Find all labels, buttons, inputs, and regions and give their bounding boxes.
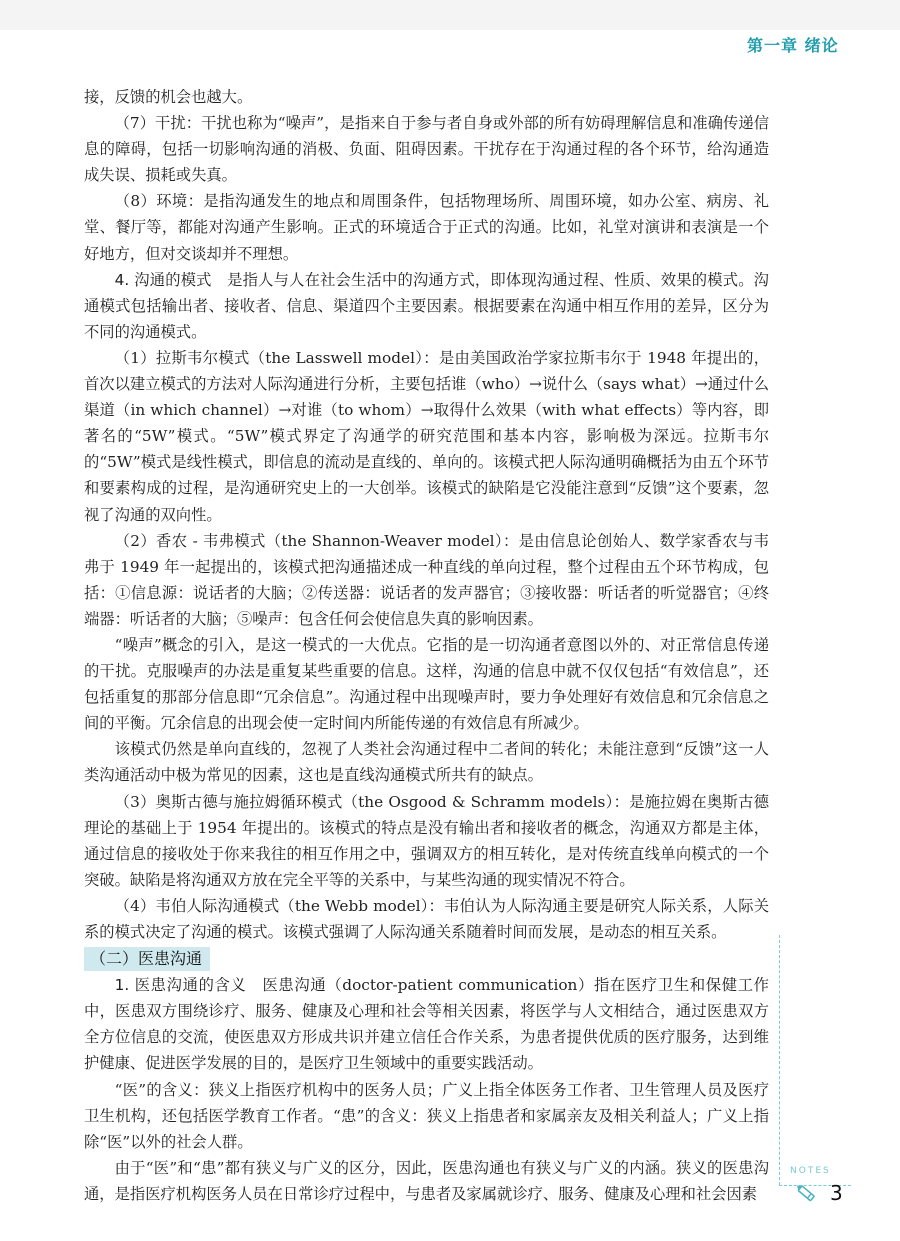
paragraph: 由于“医”和“患”都有狭义与广义的区分，因此，医患沟通也有狭义与广义的内涵。狭义的医患沟通，是指医疗机构医务人员在日常诊疗过程中，与患者及家属就诊疗、服务、健康及心理和社会因素 [84,1158,769,1203]
page-number: 3 [830,1181,843,1205]
paragraph-modes [84,267,769,345]
paragraph: “医”的含义：狭义上指医疗机构中的医务人员；广义上指全体医务工作者、卫生管理人员及医疗卫生机构，还包括医学教育工作者。“患”的含义：狭义上指患者和家属亲友及相关利益人；广义上指除“医”以外的社会人群。 [84,1080,769,1151]
meaning-text: 医患沟通（doctor-patient communication）指在医疗卫生和保健工作中，医患双方围绕诊疗、服务、健康及心理和社会等相关因素，将医学与人文相结合，通过医患双方全方位信息的交流，使医患双方形成共识并建立信任合作关系，为患者提供优质的医疗服务，达到维护健康、促进医学发展的目的，是医疗卫生领域中的重要实践活动。 [84,976,769,1073]
section-heading [84,946,769,972]
paragraph: （8）环境：是指沟通发生的地点和周围条件，包括物理场所、周围环境，如办公室、病房、礼堂、餐厅等，都能对沟通产生影响。正式的环境适合于正式的沟通。比如，礼堂对演讲和表演是一个好地方，但对交谈却并不理想。 [84,192,769,263]
paragraph: （7）干扰：干扰也称为“噪声”，是指来自于参与者自身或外部的所有妨碍理解信息和准确传递信息的障碍，包括一切影响沟通的消极、负面、阻碍因素。干扰存在于沟通过程的各个环节，给沟通造成失误、损耗或失真。 [84,114,769,185]
paragraph: （4）韦伯人际沟通模式（the Webb model）：韦伯认为人际沟通主要是研究人际关系，人际关系的模式决定了沟通的模式。该模式强调了人际沟通关系随着时间而发展，是动态的相互关系。 [84,896,769,941]
pencil-icon [794,1182,820,1206]
subheading-modes: 4. 沟通的模式 [114,270,212,289]
header-bar [0,0,900,30]
paragraph: （1）拉斯韦尔模式（the Lasswell model）：是由美国政治学家拉斯韦尔于 1948 年提出的，首次以建立模式的方法对人际沟通进行分析，主要包括谁（who）→说什么（says what）→通过什么渠道（in which channel）→对谁（to whom）→取得什么效果（with what effects）等内容，即著名的“5W”模式。“5W”模式界定了沟通学的研究范围和基本内容，影响极为深远。拉斯韦尔的“5W”模式是线性模式，即信息的流动是直线的、单向的。该模式把人际沟通明确概括为由五个环节和要素构成的过程，是沟通研究史上的一大创举。该模式的缺陷是它没能注意到“反馈”这个要素，忽视了沟通的双向性。 [84,348,770,524]
section-heading-label: （二）医患沟通 [84,947,210,971]
paragraph-meaning [84,972,769,1076]
paragraph: 该模式仍然是单向直线的，忽视了人类社会沟通过程中二者间的转化；未能注意到“反馈”这一人类沟通活动中极为常见的因素，这也是直线沟通模式所共有的缺点。 [84,740,769,785]
paragraph: “噪声”概念的引入，是这一模式的一大优点。它指的是一切沟通者意图以外的、对正常信息传递的干扰。克服噪声的办法是重复某些重要的信息。这样，沟通的信息中就不仅仅包括“有效信息”，还包括重复的那部分信息即“冗余信息”。沟通过程中出现噪声时，要力争处理好有效信息和冗余信息之间的平衡。冗余信息的出现会使一定时间内所能传递的有效信息有所减少。 [84,635,769,733]
modes-intro: 是指人与人在社会生活中的沟通方式，即体现沟通过程、性质、效果的模式。沟通模式包括输出者、接收者、信息、渠道四个主要因素。根据要素在沟通中相互作用的差异，区分为不同的沟通模式。 [84,270,769,341]
paragraph: （2）香农 - 韦弗模式（the Shannon-Weaver model）：是由信息论创始人、数学家香农与韦弗于 1949 年一起提出的，该模式把沟通描述成一种直线的单向过程，整个过程由五个环节构成，包括：①信息源：说话者的大脑；②传送器：说话者的发声器官；③接收器：听话者的听觉器官；④终端器：听话者的大脑；⑤噪声：包含任何会使信息失真的影响因素。 [84,531,769,628]
notes-margin-line [779,935,780,1185]
chapter-title: 第一章 绪论 [747,36,839,55]
notes-label: NOTES [790,1166,831,1176]
paragraph: 接，反馈的机会也越大。 [84,88,253,106]
page-body [84,84,769,1207]
subheading-meaning: 1. 医患沟通的含义 [114,976,247,995]
paragraph: （3）奥斯古德与施拉姆循环模式（the Osgood & Schramm models）：是施拉姆在奥斯古德理论的基础上于 1954 年提出的。该模式的特点是没有输出者和接收者的概念，沟通双方都是主体，通过信息的接收处于你来我往的相互作用之中，强调双方的相互转化，是对传统直线单向模式的一个突破。缺陷是将沟通双方放在完全平等的关系中，与某些沟通的现实情况不符合。 [84,792,769,889]
